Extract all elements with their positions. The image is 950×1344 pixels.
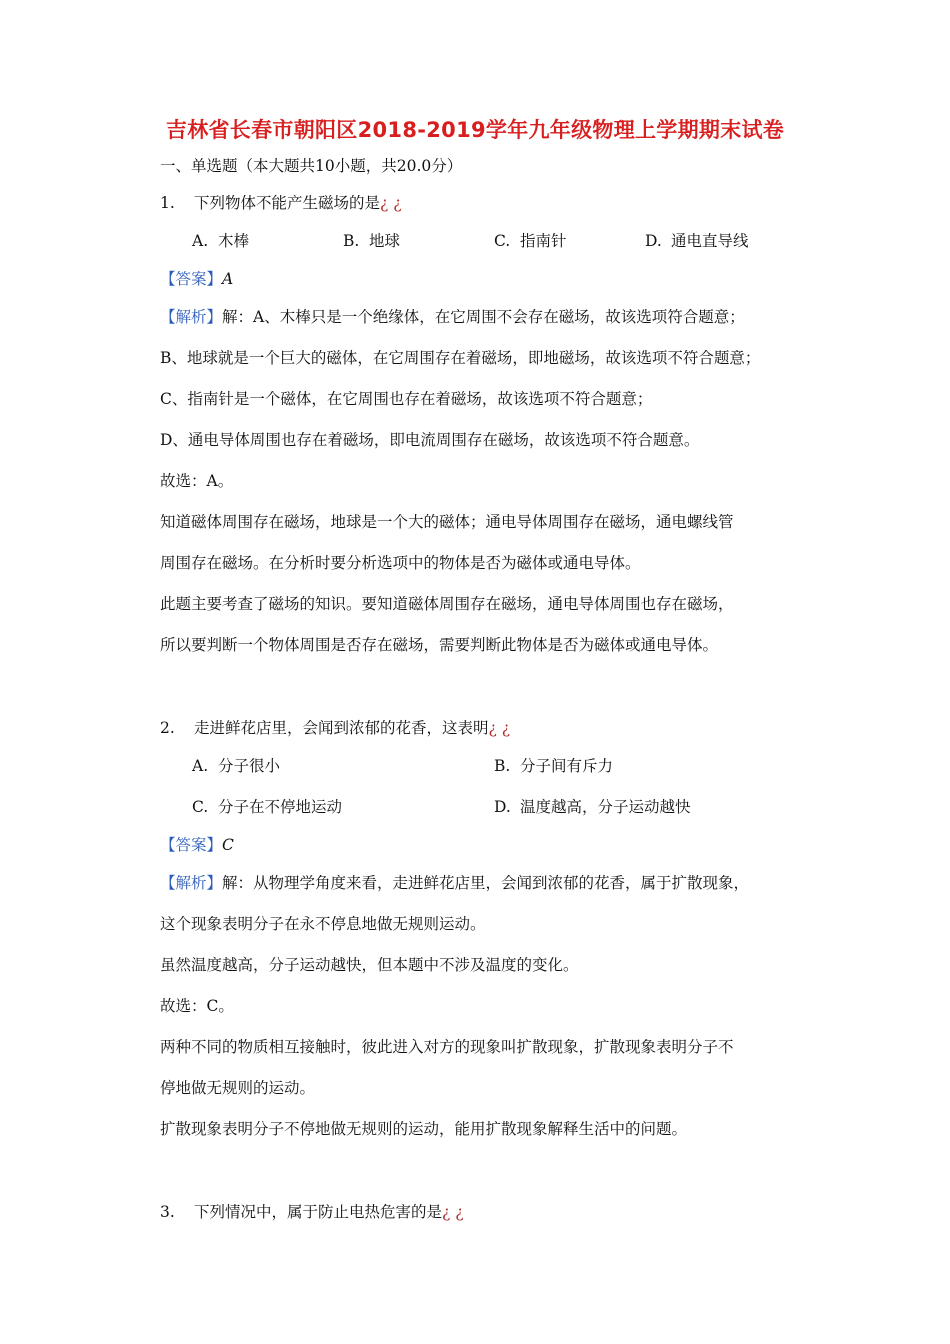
question-number: 3. bbox=[160, 1203, 175, 1221]
q1-analysis-line: 所以要判断一个物体周围是否存在磁场，需要判断此物体是否为磁体或通电导体。 bbox=[160, 636, 719, 654]
q1-answer: 【答案】A bbox=[160, 270, 234, 288]
q2-analysis-line: 故选：C。 bbox=[160, 997, 234, 1015]
q1-option-c: C. 指南针 bbox=[494, 232, 567, 250]
q2-answer: 【答案】C bbox=[160, 836, 234, 854]
q2-option-b: B. 分子间有斥力 bbox=[494, 757, 614, 775]
q1-analysis-line: B、地球就是一个巨大的磁体，在它周围存在着磁场，即地磁场，故该选项不符合题意； bbox=[160, 349, 761, 367]
q1-analysis-line: 故选：A。 bbox=[160, 472, 234, 490]
q2-option-c: C. 分子在不停地运动 bbox=[192, 798, 343, 816]
question-stem: 下列物体不能产生磁场的是 bbox=[194, 194, 381, 212]
question-number: 1. bbox=[160, 194, 175, 212]
q1-option-d: D. 通电直导线 bbox=[645, 232, 749, 250]
q1-analysis-line: C、指南针是一个磁体，在它周围也存在着磁场，故该选项不符合题意； bbox=[160, 390, 653, 408]
bracket-mark: ¿ ¿ bbox=[380, 194, 402, 212]
q1-option-b: B. 地球 bbox=[343, 232, 401, 250]
question-1 bbox=[160, 191, 402, 213]
q2-analysis-line: 两种不同的物质相互接触时，彼此进入对方的现象叫扩散现象，扩散现象表明分子不 bbox=[160, 1038, 734, 1056]
q2-analysis: 【解析】解：从物理学角度来看，走进鲜花店里，会闻到浓郁的花香，属于扩散现象， bbox=[160, 874, 750, 892]
answer-tag: 【答案】 bbox=[160, 836, 223, 854]
q1-analysis-line: 此题主要考查了磁场的知识。要知道磁体周围存在磁场，通电导体周围也存在磁场， bbox=[160, 595, 734, 613]
question-2 bbox=[160, 716, 510, 738]
q1-analysis: 【解析】解：A、木棒只是一个绝缘体，在它周围不会存在磁场，故该选项符合题意； bbox=[160, 308, 745, 326]
q2-analysis-line: 虽然温度越高，分子运动越快，但本题中不涉及温度的变化。 bbox=[160, 956, 579, 974]
q2-option-d: D. 温度越高，分子运动越快 bbox=[494, 798, 691, 816]
bracket-mark: ¿ ¿ bbox=[442, 1203, 464, 1221]
question-stem: 走进鲜花店里，会闻到浓郁的花香，这表明 bbox=[194, 719, 489, 737]
question-stem: 下列情况中，属于防止电热危害的是 bbox=[194, 1203, 443, 1221]
q2-option-a: A. 分子很小 bbox=[192, 757, 281, 775]
answer-tag: 【答案】 bbox=[160, 270, 223, 288]
q1-analysis-line: 周围存在磁场。在分析时要分析选项中的物体是否为磁体或通电导体。 bbox=[160, 554, 641, 572]
question-number: 2. bbox=[160, 719, 175, 737]
q2-analysis-line: 扩散现象表明分子不停地做无规则的运动，能用扩散现象解释生活中的问题。 bbox=[160, 1120, 688, 1138]
q1-analysis-line: 知道磁体周围存在磁场，地球是一个大的磁体；通电导体周围存在磁场，通电螺线管 bbox=[160, 513, 734, 531]
analysis-tag: 【解析】 bbox=[160, 308, 223, 326]
q1-analysis-line: D、通电导体周围也存在着磁场，即电流周围存在磁场，故该选项不符合题意。 bbox=[160, 431, 700, 449]
section-heading: 一、单选题（本大题共10小题，共20.0分） bbox=[160, 157, 463, 175]
q2-analysis-line: 这个现象表明分子在永不停息地做无规则运动。 bbox=[160, 915, 486, 933]
bracket-mark: ¿ ¿ bbox=[488, 719, 511, 737]
q2-analysis-line: 停地做无规则的运动。 bbox=[160, 1079, 316, 1097]
page-title: 吉林省长春市朝阳区2018-2019学年九年级物理上学期期末试卷 bbox=[165, 118, 785, 142]
analysis-tag: 【解析】 bbox=[160, 874, 223, 892]
question-3 bbox=[160, 1200, 464, 1222]
q1-option-a: A. 木棒 bbox=[192, 232, 250, 250]
